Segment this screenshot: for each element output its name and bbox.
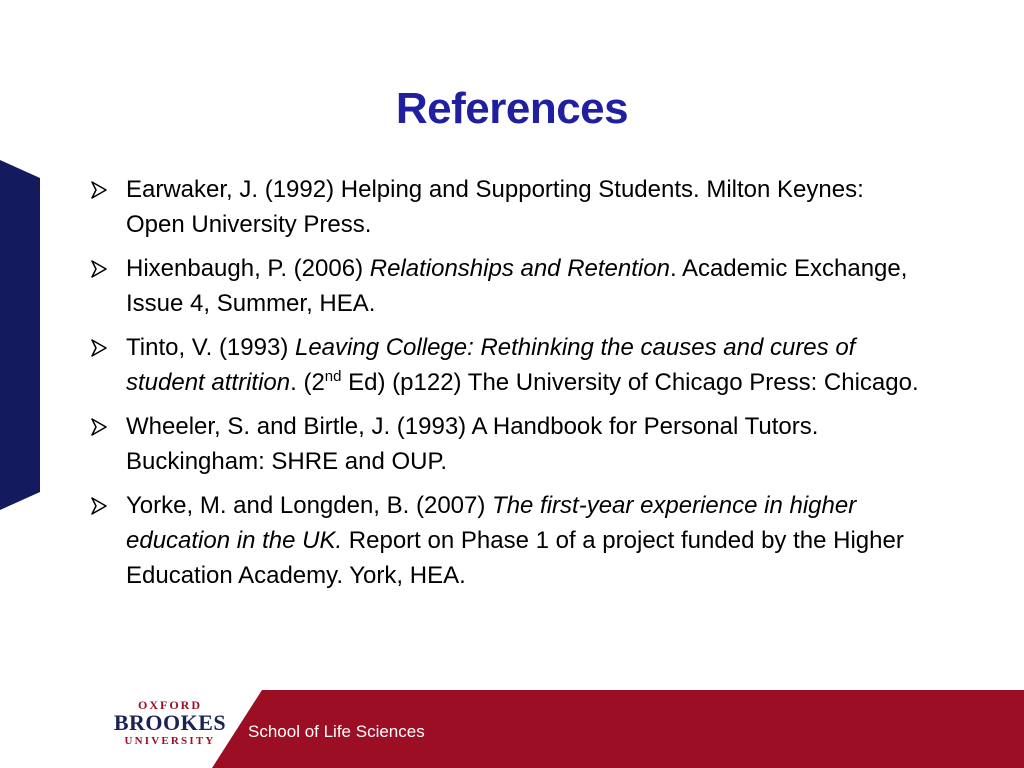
arrow-bullet-icon: [90, 251, 112, 286]
logo-line-university: UNIVERSITY: [124, 735, 216, 747]
reference-text: Earwaker, J. (1992) Helping and Supporting Students. Milton Keynes: Open University Press.: [126, 176, 864, 238]
arrow-bullet-icon: [90, 409, 112, 444]
reference-text: Yorke, M. and Longden, B. (2007): [126, 492, 493, 519]
arrow-bullet-icon: [90, 172, 112, 207]
reference-text: . (2: [290, 369, 325, 396]
reference-text: Wheeler, S. and Birtle, J. (1993) A Handbook for Personal Tutors. Buckingham: SHRE and OUP.: [126, 413, 819, 475]
arrow-bullet-icon: [90, 330, 112, 365]
reference-item: [90, 409, 920, 479]
slide-title: References: [395, 84, 629, 134]
reference-text: Ed) (p122) The University of Chicago Press: Chicago.: [341, 369, 919, 396]
reference-text: . Academic Exchange, Issue 4, Summer, HEA.: [126, 255, 908, 317]
reference-item: [90, 488, 920, 593]
logo-line-brookes: BROOKES: [113, 710, 227, 735]
reference-text: Hixenbaugh, P. (2006): [126, 255, 370, 282]
logo-line-oxford: OXFORD: [138, 698, 202, 712]
reference-item: [90, 330, 920, 400]
reference-title: Leaving College: Rethinking the causes and cures of student attrition: [126, 334, 856, 396]
reference-text: Tinto, V. (1993): [126, 334, 295, 361]
superscript: nd: [324, 368, 342, 385]
footer-school-name: School of Life Sciences: [248, 722, 425, 741]
reference-item: [90, 251, 920, 321]
references-list: [90, 172, 920, 602]
arrow-bullet-icon: [90, 488, 112, 523]
side-accent-tab: [0, 160, 40, 510]
reference-title: The first-year experience in higher education in the UK.: [126, 492, 857, 554]
reference-text: Report on Phase 1 of a project funded by the Higher Education Academy. York, HEA.: [126, 527, 904, 589]
university-logo: [112, 698, 228, 750]
reference-title: Relationships and Retention: [369, 255, 670, 282]
reference-item: [90, 172, 920, 242]
